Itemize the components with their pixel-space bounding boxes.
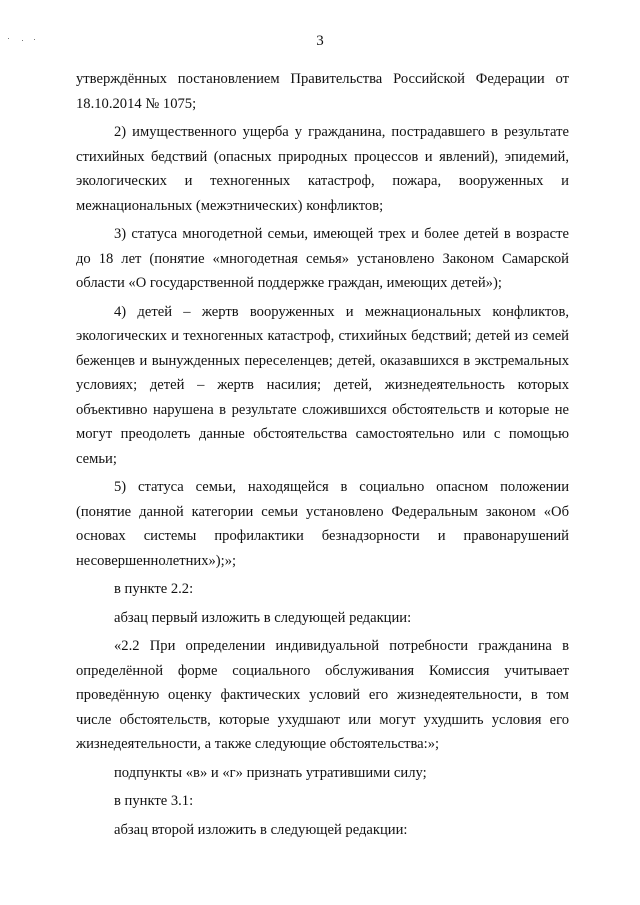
paragraph-11: абзац второй изложить в следующей редакции: <box>114 821 408 838</box>
paragraph-7: абзац первый изложить в следующей редакции: <box>114 609 412 626</box>
page-number: 3 <box>316 33 324 49</box>
paragraph-4: 4) детей – жертв вооруженных и межнациональных конфликтов, экологических и техногенных катастроф, стихийных бедствий; детей из семей беженцев и вынужденных переселенцев; детей, оказавшихся в экстремальных условиях; детей – жертв насилия; детей, жизнедеятельность которых объективно нарушена в результате сложившихся обстоятельств и которые не могут преодолеть данные обстоятельства самостоятельно или с помощью семьи; <box>76 303 569 467</box>
paragraph-1: утверждённых постановлением Правительства Российской Федерации от 18.10.2014 № 1075; <box>76 71 569 112</box>
paragraph-9: подпункты «в» и «г» признать утратившими силу; <box>114 764 427 781</box>
paragraph-10: в пункте 3.1: <box>114 793 194 809</box>
paragraph-6: в пункте 2.2: <box>114 581 194 597</box>
paragraph-8: «2.2 При определении индивидуальной потребности гражданина в определённой форме социального обслуживания Комиссия учитывает проведённую оценку фактических условий его жизнедеятельности, в том числе обстоятельств, которые ухудшают или могут ухудшить условия его жизнедеятельности, а также следующие обстоятельства:»; <box>76 638 569 752</box>
paragraph-3: 3) статуса многодетной семьи, имеющей трех и более детей в возрасте до 18 лет (понятие «многодетная семья» установлено Законом Самарской области «О государственной поддержке граждан, имеющих детей»); <box>76 226 569 291</box>
paragraph-2: 2) имущественного ущерба у гражданина, пострадавшего в результате стихийных бедствий (опасных природных процессов и явлений), эпидемий, экологических и техногенных катастроф, пожара, вооруженных и межнациональных (межэтнических) конфликтов; <box>76 124 569 214</box>
document-body <box>76 67 569 846</box>
paragraph-5: 5) статуса семьи, находящейся в социально опасном положении (понятие данной категории семьи установлено Федеральным законом «Об основах системы профилактики безнадзорности и правонарушений несовершеннолетних»);»; <box>76 479 569 569</box>
